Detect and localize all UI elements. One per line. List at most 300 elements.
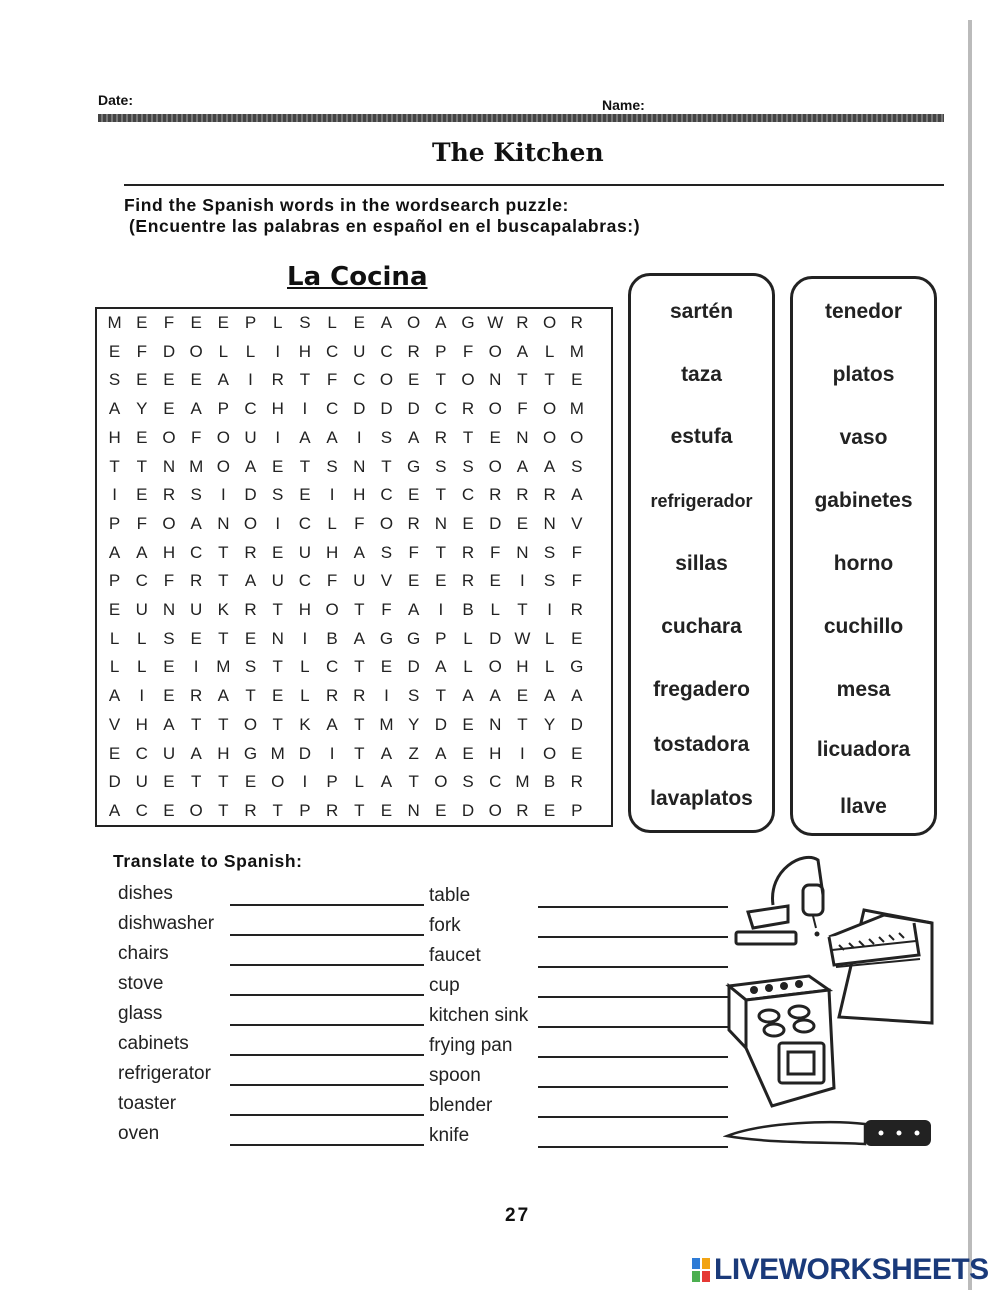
grid-letter[interactable]: L <box>544 628 555 648</box>
grid-letter[interactable]: F <box>163 313 175 332</box>
grid-letter[interactable]: F <box>517 399 528 419</box>
grid-letter[interactable]: F <box>462 341 474 361</box>
answer-line-left[interactable] <box>230 964 424 966</box>
grid-letter[interactable]: O <box>542 743 557 763</box>
grid-letter[interactable]: A <box>435 313 447 332</box>
grid-letter[interactable]: E <box>190 370 202 390</box>
grid-letter[interactable]: T <box>218 571 229 591</box>
grid-letter[interactable]: A <box>571 686 583 706</box>
grid-letter[interactable]: P <box>326 772 338 792</box>
grid-letter[interactable]: D <box>461 800 475 820</box>
grid-letter[interactable]: I <box>384 686 389 706</box>
grid-letter[interactable]: E <box>489 427 501 447</box>
grid-letter[interactable]: A <box>108 542 121 562</box>
grid-letter[interactable]: W <box>487 313 504 332</box>
grid-letter[interactable]: E <box>407 485 420 505</box>
grid-letter[interactable]: M <box>515 772 530 792</box>
grid-letter[interactable]: H <box>325 542 339 562</box>
grid-letter[interactable]: C <box>135 571 148 591</box>
grid-letter[interactable]: Y <box>543 714 556 734</box>
grid-letter[interactable]: T <box>218 542 229 562</box>
grid-letter[interactable]: A <box>380 743 393 763</box>
grid-letter[interactable]: A <box>543 456 556 476</box>
grid-letter[interactable]: A <box>190 513 202 533</box>
grid-letter[interactable]: O <box>162 427 176 447</box>
grid-letter[interactable]: L <box>137 628 147 648</box>
grid-letter[interactable]: C <box>298 571 312 591</box>
answer-line-left[interactable] <box>230 904 424 906</box>
grid-letter[interactable]: I <box>356 427 362 447</box>
answer-line-left[interactable] <box>230 1084 424 1086</box>
grid-letter[interactable]: N <box>543 513 556 533</box>
grid-letter[interactable]: D <box>407 657 420 677</box>
grid-letter[interactable]: S <box>272 485 284 505</box>
grid-letter[interactable]: I <box>193 657 199 677</box>
grid-letter[interactable]: O <box>189 341 203 361</box>
grid-letter[interactable]: O <box>570 427 584 447</box>
grid-letter[interactable]: M <box>379 714 394 734</box>
grid-letter[interactable]: Y <box>136 399 148 419</box>
grid-letter[interactable]: N <box>162 456 176 476</box>
grid-letter[interactable]: R <box>461 399 475 419</box>
grid-letter[interactable]: T <box>435 542 447 562</box>
grid-letter[interactable]: D <box>162 341 176 361</box>
grid-letter[interactable]: F <box>326 370 338 390</box>
grid-letter[interactable]: E <box>244 772 257 792</box>
grid-letter[interactable]: T <box>354 800 365 820</box>
grid-letter[interactable]: R <box>244 542 257 562</box>
grid-letter[interactable]: C <box>244 399 257 419</box>
grid-letter[interactable]: R <box>271 370 284 390</box>
grid-letter[interactable]: P <box>244 313 257 332</box>
grid-letter[interactable]: R <box>325 686 339 706</box>
grid-letter[interactable]: E <box>163 370 175 390</box>
grid-letter[interactable]: P <box>571 800 583 820</box>
grid-letter[interactable]: O <box>488 800 502 820</box>
grid-letter[interactable]: T <box>272 657 283 677</box>
grid-letter[interactable]: E <box>516 686 529 706</box>
grid-letter[interactable]: N <box>516 542 529 562</box>
grid-letter[interactable]: H <box>217 743 230 763</box>
grid-letter[interactable]: T <box>435 485 447 505</box>
grid-letter[interactable]: N <box>489 714 502 734</box>
grid-letter[interactable]: T <box>517 600 528 619</box>
grid-letter[interactable]: R <box>570 772 583 792</box>
grid-letter[interactable]: C <box>325 341 339 361</box>
grid-letter[interactable]: E <box>380 657 393 677</box>
grid-letter[interactable]: F <box>490 542 501 562</box>
grid-letter[interactable]: N <box>516 427 529 447</box>
grid-letter[interactable]: Y <box>407 714 420 734</box>
answer-line-right[interactable] <box>538 1086 728 1088</box>
grid-letter[interactable]: D <box>434 714 447 734</box>
grid-letter[interactable]: E <box>136 485 148 505</box>
grid-letter[interactable]: E <box>108 341 121 361</box>
grid-letter[interactable]: I <box>547 600 552 619</box>
grid-letter[interactable]: E <box>462 513 474 533</box>
grid-letter[interactable]: O <box>379 370 394 390</box>
answer-line-left[interactable] <box>230 994 424 996</box>
answer-line-left[interactable] <box>230 1024 424 1026</box>
grid-letter[interactable]: T <box>109 456 120 476</box>
grid-letter[interactable]: G <box>407 628 421 648</box>
grid-letter[interactable]: O <box>407 313 421 332</box>
grid-letter[interactable]: O <box>271 772 285 792</box>
answer-line-left[interactable] <box>230 1144 424 1146</box>
grid-letter[interactable]: A <box>108 399 121 419</box>
grid-letter[interactable]: T <box>408 772 419 792</box>
grid-letter[interactable]: A <box>435 657 447 677</box>
grid-letter[interactable]: A <box>163 714 175 734</box>
answer-line-right[interactable] <box>538 936 728 938</box>
grid-letter[interactable]: I <box>520 571 525 591</box>
grid-letter[interactable]: T <box>299 370 311 390</box>
wordsearch-grid[interactable] <box>95 307 613 827</box>
grid-letter[interactable]: R <box>516 800 529 820</box>
grid-letter[interactable]: F <box>163 571 175 591</box>
grid-letter[interactable]: A <box>326 714 338 734</box>
grid-letter[interactable]: E <box>462 714 474 734</box>
answer-line-left[interactable] <box>230 1054 424 1056</box>
grid-letter[interactable]: G <box>379 628 394 648</box>
grid-letter[interactable]: L <box>463 657 473 677</box>
grid-letter[interactable]: C <box>298 513 312 533</box>
grid-letter[interactable]: A <box>489 686 501 706</box>
grid-letter[interactable]: P <box>435 628 447 648</box>
grid-letter[interactable]: N <box>217 513 230 533</box>
grid-letter[interactable]: T <box>354 714 365 734</box>
grid-letter[interactable]: P <box>217 399 230 419</box>
grid-letter[interactable]: T <box>245 686 256 706</box>
grid-letter[interactable]: A <box>571 485 583 505</box>
grid-letter[interactable]: U <box>298 542 312 562</box>
grid-letter[interactable]: T <box>354 657 365 677</box>
grid-letter[interactable]: H <box>135 714 148 734</box>
grid-letter[interactable]: N <box>271 628 284 648</box>
answer-line-right[interactable] <box>538 1116 728 1118</box>
grid-letter[interactable]: O <box>216 427 230 447</box>
grid-letter[interactable]: R <box>407 341 420 361</box>
grid-letter[interactable]: F <box>571 571 582 591</box>
grid-letter[interactable]: L <box>109 628 120 648</box>
grid-letter[interactable]: R <box>516 485 529 505</box>
grid-letter[interactable]: R <box>516 313 529 332</box>
grid-letter[interactable]: C <box>380 341 393 361</box>
grid-letter[interactable]: F <box>354 513 365 533</box>
grid-letter[interactable]: R <box>570 600 583 619</box>
grid-letter[interactable]: S <box>299 313 311 332</box>
grid-letter[interactable]: E <box>489 571 501 591</box>
grid-letter[interactable]: V <box>380 571 393 591</box>
grid-letter[interactable]: S <box>462 456 474 476</box>
grid-letter[interactable]: L <box>300 686 310 706</box>
grid-letter[interactable]: O <box>488 657 502 677</box>
grid-letter[interactable]: L <box>544 657 555 677</box>
grid-letter[interactable]: R <box>434 427 447 447</box>
grid-letter[interactable]: O <box>325 600 339 619</box>
grid-letter[interactable]: D <box>298 743 312 763</box>
grid-letter[interactable]: H <box>298 341 312 361</box>
grid-letter[interactable]: M <box>270 743 285 763</box>
grid-letter[interactable]: E <box>163 800 175 820</box>
grid-letter[interactable]: T <box>272 714 283 734</box>
grid-letter[interactable]: E <box>407 571 420 591</box>
grid-letter[interactable]: E <box>108 600 121 619</box>
grid-letter[interactable]: E <box>299 485 311 505</box>
grid-letter[interactable]: R <box>244 600 257 619</box>
grid-letter[interactable]: C <box>489 772 502 792</box>
grid-letter[interactable]: R <box>407 513 420 533</box>
grid-letter[interactable]: U <box>353 571 366 591</box>
grid-letter[interactable]: I <box>302 399 308 419</box>
grid-letter[interactable]: S <box>543 542 556 562</box>
grid-letter[interactable]: D <box>380 399 393 419</box>
grid-letter[interactable]: E <box>272 686 284 706</box>
grid-letter[interactable]: E <box>244 628 257 648</box>
grid-letter[interactable]: M <box>107 313 122 332</box>
grid-letter[interactable]: F <box>408 542 419 562</box>
grid-letter[interactable]: F <box>381 600 392 619</box>
grid-letter[interactable]: L <box>463 628 473 648</box>
grid-letter[interactable]: C <box>461 485 475 505</box>
grid-letter[interactable]: L <box>218 341 229 361</box>
grid-letter[interactable]: T <box>381 456 392 476</box>
grid-letter[interactable]: T <box>354 600 365 619</box>
grid-letter[interactable]: R <box>489 485 502 505</box>
grid-letter[interactable]: H <box>353 485 366 505</box>
grid-letter[interactable]: T <box>354 743 365 763</box>
grid-letter[interactable]: R <box>244 800 257 820</box>
grid-letter[interactable]: H <box>298 600 312 619</box>
answer-line-right[interactable] <box>538 906 728 908</box>
grid-letter[interactable]: P <box>108 513 121 533</box>
grid-letter[interactable]: S <box>435 456 447 476</box>
grid-letter[interactable]: A <box>326 427 338 447</box>
grid-letter[interactable]: T <box>272 800 283 820</box>
grid-letter[interactable]: S <box>380 427 393 447</box>
grid-letter[interactable]: T <box>136 456 147 476</box>
grid-letter[interactable]: U <box>353 341 366 361</box>
grid-letter[interactable]: W <box>514 628 531 648</box>
grid-letter[interactable]: I <box>275 427 281 447</box>
grid-letter[interactable]: A <box>543 686 556 706</box>
grid-letter[interactable]: A <box>407 427 420 447</box>
grid-letter[interactable]: T <box>218 772 229 792</box>
grid-letter[interactable]: N <box>162 600 176 619</box>
grid-letter[interactable]: U <box>162 743 176 763</box>
grid-letter[interactable]: E <box>272 456 284 476</box>
grid-letter[interactable]: D <box>244 485 257 505</box>
grid-letter[interactable]: F <box>136 513 147 533</box>
grid-letter[interactable]: A <box>136 542 148 562</box>
grid-letter[interactable]: A <box>353 542 365 562</box>
grid-letter[interactable]: O <box>542 399 557 419</box>
grid-letter[interactable]: V <box>571 513 583 533</box>
grid-letter[interactable]: A <box>244 571 257 591</box>
grid-letter[interactable]: S <box>244 657 257 677</box>
grid-letter[interactable]: A <box>516 456 529 476</box>
grid-letter[interactable]: O <box>488 456 502 476</box>
grid-letter[interactable]: P <box>108 571 121 591</box>
grid-letter[interactable]: D <box>108 772 121 792</box>
grid-letter[interactable]: S <box>108 370 121 390</box>
grid-letter[interactable]: Z <box>408 743 419 763</box>
grid-letter[interactable]: K <box>217 600 230 619</box>
grid-letter[interactable]: O <box>243 513 258 533</box>
grid-letter[interactable]: F <box>571 542 582 562</box>
grid-letter[interactable]: O <box>189 800 203 820</box>
grid-letter[interactable]: C <box>135 800 148 820</box>
grid-letter[interactable]: A <box>516 341 529 361</box>
grid-letter[interactable]: U <box>135 600 148 619</box>
grid-letter[interactable]: A <box>353 628 365 648</box>
grid-letter[interactable]: M <box>189 456 204 476</box>
grid-letter[interactable]: U <box>244 427 257 447</box>
grid-letter[interactable]: S <box>407 686 420 706</box>
grid-letter[interactable]: E <box>136 313 148 332</box>
grid-letter[interactable]: E <box>571 743 583 763</box>
grid-letter[interactable]: I <box>520 743 525 763</box>
answer-line-right[interactable] <box>538 1056 728 1058</box>
grid-letter[interactable]: I <box>329 485 335 505</box>
grid-letter[interactable]: S <box>190 485 202 505</box>
grid-letter[interactable]: R <box>162 485 176 505</box>
grid-letter[interactable]: T <box>435 686 447 706</box>
answer-line-left[interactable] <box>230 934 424 936</box>
grid-letter[interactable]: S <box>571 456 583 476</box>
grid-letter[interactable]: C <box>190 542 203 562</box>
grid-letter[interactable]: D <box>489 628 502 648</box>
grid-letter[interactable]: S <box>543 571 556 591</box>
grid-letter[interactable]: E <box>136 427 148 447</box>
grid-letter[interactable]: O <box>542 313 557 332</box>
grid-letter[interactable]: E <box>163 686 175 706</box>
grid-letter[interactable]: E <box>190 628 202 648</box>
grid-letter[interactable]: E <box>163 657 175 677</box>
grid-letter[interactable]: A <box>380 313 393 332</box>
grid-letter[interactable]: E <box>272 542 284 562</box>
grid-letter[interactable]: E <box>516 513 529 533</box>
grid-letter[interactable]: T <box>435 370 447 390</box>
answer-line-left[interactable] <box>230 1114 424 1116</box>
grid-letter[interactable]: V <box>108 714 121 734</box>
grid-letter[interactable]: E <box>380 800 393 820</box>
grid-letter[interactable]: P <box>435 341 447 361</box>
grid-letter[interactable]: R <box>353 686 366 706</box>
grid-letter[interactable]: G <box>570 657 584 677</box>
grid-letter[interactable]: E <box>543 800 556 820</box>
grid-letter[interactable]: A <box>190 743 202 763</box>
grid-letter[interactable]: H <box>489 743 502 763</box>
grid-letter[interactable]: B <box>462 600 474 619</box>
grid-letter[interactable]: I <box>112 485 117 505</box>
grid-letter[interactable]: I <box>302 628 308 648</box>
grid-letter[interactable]: T <box>517 370 528 390</box>
grid-letter[interactable]: E <box>407 370 420 390</box>
answer-line-right[interactable] <box>538 996 728 998</box>
grid-letter[interactable]: A <box>108 800 121 820</box>
grid-letter[interactable]: A <box>108 686 121 706</box>
grid-letter[interactable]: B <box>543 772 556 792</box>
grid-letter[interactable]: F <box>326 571 338 591</box>
grid-letter[interactable]: R <box>325 800 339 820</box>
grid-letter[interactable]: L <box>245 341 256 361</box>
grid-letter[interactable]: T <box>218 800 229 820</box>
grid-letter[interactable]: E <box>217 313 230 332</box>
grid-letter[interactable]: A <box>435 743 447 763</box>
grid-letter[interactable]: O <box>379 513 394 533</box>
grid-letter[interactable]: H <box>271 399 284 419</box>
grid-letter[interactable]: E <box>435 571 447 591</box>
grid-letter[interactable]: L <box>327 313 337 332</box>
grid-letter[interactable]: I <box>275 513 281 533</box>
grid-letter[interactable]: A <box>462 686 474 706</box>
grid-letter[interactable]: A <box>299 427 311 447</box>
grid-letter[interactable]: N <box>407 800 420 820</box>
grid-letter[interactable]: A <box>407 600 420 619</box>
answer-line-right[interactable] <box>538 1146 728 1148</box>
grid-letter[interactable]: R <box>570 313 583 332</box>
grid-letter[interactable]: S <box>326 456 338 476</box>
grid-letter[interactable]: A <box>217 370 230 390</box>
grid-letter[interactable]: L <box>300 657 310 677</box>
grid-letter[interactable]: I <box>220 485 226 505</box>
grid-letter[interactable]: R <box>190 571 203 591</box>
grid-letter[interactable]: F <box>190 427 202 447</box>
grid-letter[interactable]: D <box>407 399 420 419</box>
grid-letter[interactable]: L <box>272 313 283 332</box>
grid-letter[interactable]: L <box>490 600 500 619</box>
grid-letter[interactable]: O <box>243 714 258 734</box>
grid-letter[interactable]: I <box>302 772 308 792</box>
grid-letter[interactable]: N <box>489 370 502 390</box>
grid-letter[interactable]: D <box>489 513 502 533</box>
grid-letter[interactable]: M <box>569 399 584 419</box>
grid-letter[interactable]: O <box>216 456 230 476</box>
grid-letter[interactable]: B <box>326 628 338 648</box>
grid-letter[interactable]: T <box>190 714 202 734</box>
grid-letter[interactable]: I <box>139 686 145 706</box>
grid-letter[interactable]: M <box>569 341 584 361</box>
grid-letter[interactable]: T <box>517 714 528 734</box>
grid-letter[interactable]: R <box>461 542 475 562</box>
grid-letter[interactable]: S <box>462 772 474 792</box>
grid-letter[interactable]: O <box>434 772 448 792</box>
grid-letter[interactable]: I <box>275 341 281 361</box>
grid-letter[interactable]: T <box>544 370 555 390</box>
grid-letter[interactable]: L <box>109 657 120 677</box>
grid-letter[interactable]: E <box>571 628 583 648</box>
grid-letter[interactable]: A <box>217 686 230 706</box>
grid-letter[interactable]: L <box>327 513 337 533</box>
grid-letter[interactable]: K <box>299 714 311 734</box>
answer-line-right[interactable] <box>538 966 728 968</box>
grid-letter[interactable]: T <box>299 456 311 476</box>
grid-letter[interactable]: E <box>190 313 202 332</box>
grid-letter[interactable]: H <box>162 542 176 562</box>
answer-line-right[interactable] <box>538 1026 728 1028</box>
grid-letter[interactable]: C <box>380 485 393 505</box>
grid-letter[interactable]: O <box>162 513 176 533</box>
grid-letter[interactable]: F <box>136 341 147 361</box>
grid-letter[interactable]: T <box>272 600 283 619</box>
grid-letter[interactable]: P <box>299 800 311 820</box>
grid-letter[interactable]: T <box>190 772 202 792</box>
grid-letter[interactable]: U <box>271 571 284 591</box>
grid-letter[interactable]: O <box>488 341 502 361</box>
grid-letter[interactable]: C <box>325 657 339 677</box>
grid-letter[interactable]: G <box>461 313 475 332</box>
